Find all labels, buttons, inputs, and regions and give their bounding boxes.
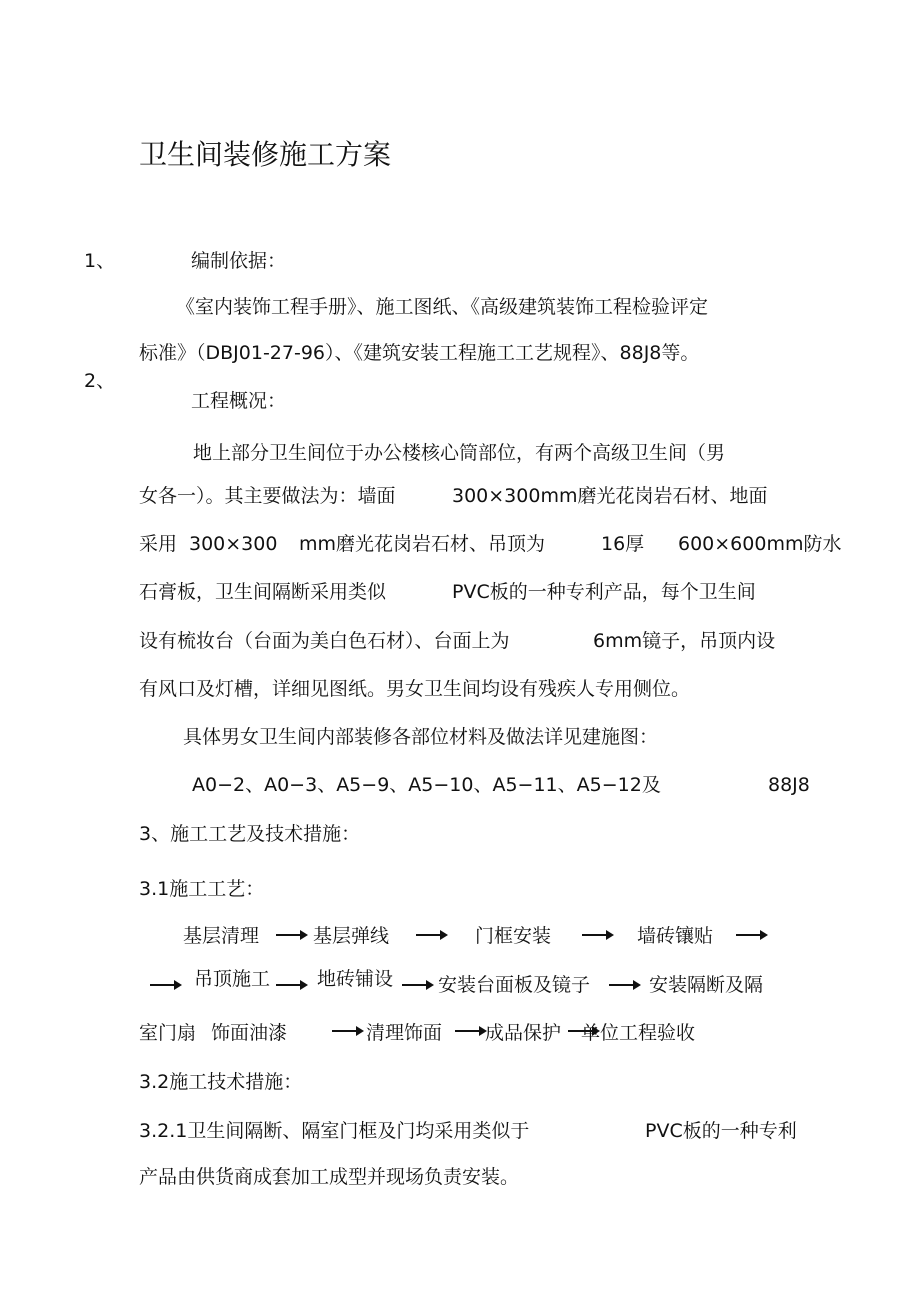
section-heading: 工程概况：: [191, 390, 287, 412]
paragraph-line: 有风口及灯槽，详细见图纸。男女卫生间均设有残疾人专用侧位。: [139, 678, 691, 700]
flow-step: 吊顶施工: [194, 968, 271, 990]
section-heading: 编制依据：: [191, 250, 287, 272]
drawing-list: 88J8: [768, 774, 810, 796]
paragraph-line: 3.2.1卫生间隔断、隔室门框及门均采用类似于: [139, 1120, 530, 1142]
drawing-list: A0−2、A0−3、A5−9、A5−10、A5−11、A5−12及: [192, 774, 661, 796]
subsection-heading: 3.2施工技术措施：: [139, 1071, 303, 1093]
flow-arrow-icon: [332, 1030, 362, 1032]
flow-step: 清理饰面: [366, 1022, 443, 1044]
paragraph-line: 女各一）。其主要做法为：墙面: [139, 485, 396, 507]
paragraph-line: PVC板的一种专利: [645, 1120, 797, 1142]
paragraph-line: 采用: [139, 533, 178, 555]
flow-step: 基层弹线: [313, 925, 390, 947]
flow-arrow-icon: [609, 984, 639, 986]
paragraph-line: 300×300: [189, 533, 278, 555]
paragraph-line: 600×600mm防水: [678, 533, 842, 555]
flow-step: 地砖铺设: [317, 968, 394, 990]
flow-arrow-icon: [150, 984, 180, 986]
paragraph-line: mm磨光花岗岩石材、吊顶为: [299, 533, 546, 555]
flow-arrow-icon: [582, 934, 612, 936]
flow-step: 单位工程验收: [581, 1022, 696, 1044]
paragraph-line: 16厚: [601, 533, 645, 555]
paragraph-line: PVC板的一种专利产品，每个卫生间: [452, 581, 756, 603]
paragraph-line: 具体男女卫生间内部装修各部位材料及做法详见建施图：: [183, 726, 659, 748]
section-heading: 3、施工工艺及技术措施：: [139, 823, 361, 845]
paragraph-line: 300×300mm磨光花岗岩石材、地面: [452, 485, 768, 507]
flow-arrow-icon: [736, 934, 766, 936]
flow-arrow-icon: [276, 984, 306, 986]
flow-step: 基层清理: [183, 925, 260, 947]
paragraph-line: 产品由供货商成套加工成型并现场负责安装。: [139, 1166, 520, 1188]
flow-step: 成品保护: [485, 1022, 562, 1044]
paragraph-line: 地上部分卫生间位于办公楼核心筒部位，有两个高级卫生间（男: [193, 442, 726, 464]
flow-step: 室门扇: [139, 1022, 197, 1044]
subsection-heading: 3.1施工工艺：: [139, 878, 265, 900]
section-number: 1、: [84, 250, 116, 272]
paragraph-line: 设有梳妆台（台面为美白色石材）、台面上为: [139, 630, 510, 652]
page-title: 卫生间装修施工方案: [139, 138, 392, 171]
flow-step: 门框安装: [475, 925, 552, 947]
paragraph-line: 《室内装饰工程手册》、施工图纸、《高级建筑装饰工程检验评定: [176, 296, 709, 318]
flow-step: 墙砖镶贴: [637, 925, 714, 947]
flow-step: 安装隔断及隔: [649, 974, 764, 996]
paragraph-line: 标准》（DBJ01-27-96）、《建筑安装工程施工工艺规程》、88J8等。: [139, 342, 700, 364]
paragraph-line: 石膏板，卫生间隔断采用类似: [139, 581, 387, 603]
flow-arrow-icon: [276, 934, 306, 936]
flow-arrow-icon: [416, 934, 446, 936]
flow-step: 饰面油漆: [211, 1022, 288, 1044]
section-number: 2、: [84, 370, 116, 392]
flow-arrow-icon: [455, 1030, 485, 1032]
paragraph-line: 6mm镜子，吊顶内设: [593, 630, 776, 652]
flow-arrow-icon: [402, 984, 432, 986]
flow-step: 安装台面板及镜子: [438, 974, 591, 996]
